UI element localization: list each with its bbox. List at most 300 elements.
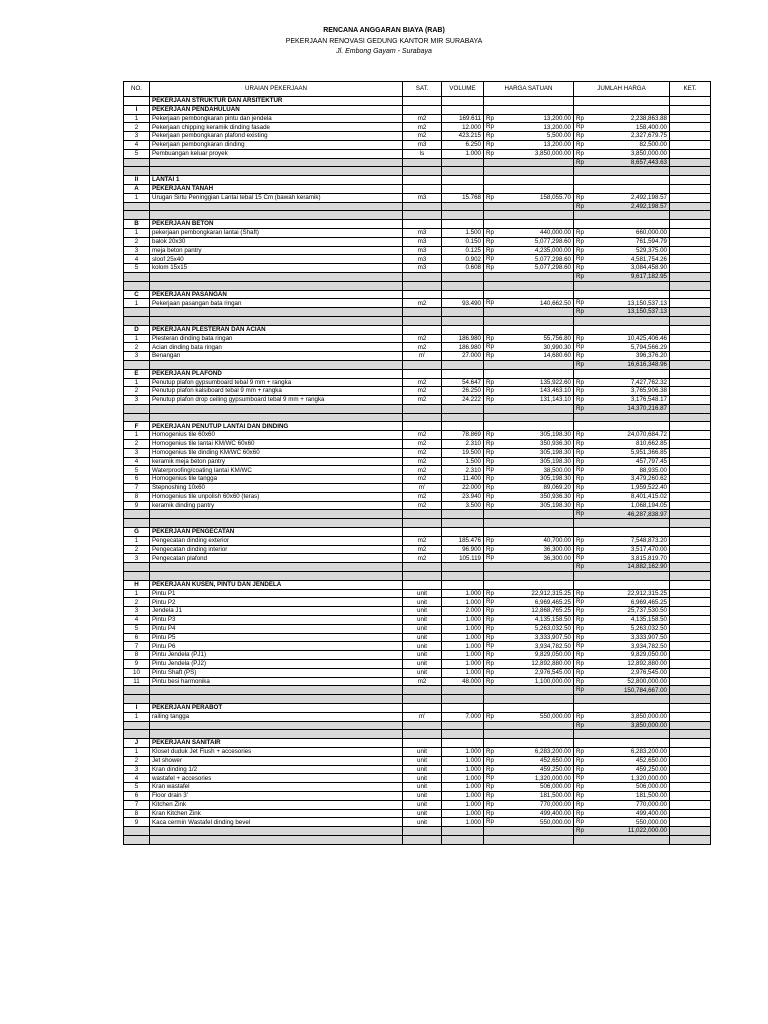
unit-price-cell-value: 305,198.30 [540, 431, 571, 439]
row-number [124, 510, 150, 519]
empty-cell [403, 730, 442, 739]
row-number: 3 [124, 607, 150, 616]
volume-cell: 12.000 [442, 123, 484, 132]
currency-label: Rp [576, 765, 584, 773]
total-price-cell-value: 499,400.00 [636, 809, 667, 817]
unit-price-cell [484, 369, 574, 378]
total-price-cell [574, 105, 670, 114]
unit-cell: m2 [403, 466, 442, 475]
total-price-cell-value: 506,000.00 [636, 783, 667, 791]
unit-price-cell [484, 580, 574, 589]
unit-price-cell [484, 545, 574, 554]
currency-label: Rp [576, 607, 584, 615]
volume-cell: 1.000 [442, 633, 484, 642]
total-price-cell [574, 440, 670, 449]
total-price-cell [574, 783, 670, 792]
unit-price-cell [484, 492, 574, 501]
total-price-cell [574, 703, 670, 712]
currency-label: Rp [486, 589, 494, 597]
volume-cell: 54.647 [442, 378, 484, 387]
volume-cell [442, 563, 484, 572]
currency-label: Rp [486, 554, 494, 562]
currency-label: Rp [576, 448, 584, 456]
unit-price-cell-value: 4,235,000.00 [534, 246, 571, 254]
volume-cell: 96.900 [442, 545, 484, 554]
volume-cell: 186.980 [442, 334, 484, 343]
remarks-cell [670, 308, 711, 317]
total-price-cell-value: 181,500.00 [636, 792, 667, 800]
total-price-cell-value: 24,070,684.72 [627, 431, 667, 439]
unit-cell: unit [403, 633, 442, 642]
row-number: 1 [124, 747, 150, 756]
unit-price-cell-value: 89,069.20 [543, 484, 571, 492]
work-description: railing tangga [150, 712, 403, 721]
spacer-row [124, 281, 711, 290]
empty-cell [484, 695, 574, 704]
total-price-cell [574, 589, 670, 598]
total-price-cell-value: 2,238,863.88 [630, 114, 667, 122]
empty-cell [574, 835, 670, 844]
total-price-cell-value: 7,427,762.32 [630, 378, 667, 386]
total-price-cell-value: 12,892,880.00 [627, 660, 667, 668]
empty-cell [124, 316, 150, 325]
work-description: Homogenius tile unpolish 60x60 (teras) [150, 492, 403, 501]
remarks-cell [670, 721, 711, 730]
table-row [124, 589, 711, 598]
currency-label: Rp [576, 404, 584, 412]
currency-label: Rp [576, 475, 584, 483]
col-header-no: NO. [124, 82, 150, 97]
row-number: 6 [124, 791, 150, 800]
unit-price-cell [484, 783, 574, 792]
currency-label: Rp [576, 396, 584, 404]
total-price-cell-value: 13,150,537.13 [627, 299, 667, 307]
empty-cell [484, 519, 574, 528]
row-number: B [124, 220, 150, 229]
unit-price-cell-value: 499,400.00 [540, 809, 571, 817]
unit-price-cell [484, 228, 574, 237]
total-price-cell-value: 1,068,194.05 [630, 501, 667, 509]
work-description [150, 158, 403, 167]
remarks-cell [670, 651, 711, 660]
row-number: 3 [124, 396, 150, 405]
volume-cell [442, 105, 484, 114]
work-description [150, 563, 403, 572]
empty-cell [403, 316, 442, 325]
row-number: 2 [124, 545, 150, 554]
unit-cell: m3 [403, 237, 442, 246]
table-row [124, 624, 711, 633]
row-number [124, 827, 150, 836]
empty-cell [124, 730, 150, 739]
total-price-cell-value: 810,662.85 [636, 440, 667, 448]
row-number: 5 [124, 783, 150, 792]
unit-cell: m2 [403, 492, 442, 501]
unit-cell: unit [403, 642, 442, 651]
total-price-cell [574, 536, 670, 545]
remarks-cell [670, 765, 711, 774]
section-row [124, 290, 711, 299]
work-description: keramik dinding pantry [150, 501, 403, 510]
total-price-cell [574, 712, 670, 721]
empty-cell [484, 316, 574, 325]
currency-label: Rp [486, 660, 494, 667]
currency-label: Rp [576, 563, 584, 571]
unit-cell: m2 [403, 545, 442, 554]
unit-price-cell-value: 5,263,032.50 [534, 625, 571, 632]
currency-label: Rp [486, 484, 494, 492]
empty-cell [574, 695, 670, 704]
remarks-cell [670, 677, 711, 686]
currency-label: Rp [576, 202, 584, 210]
row-number: 7 [124, 800, 150, 809]
work-description: Penutup plafon gypsumboard tebal 9 mm + rangka [150, 378, 403, 387]
remarks-cell [670, 132, 711, 141]
section-title: LANTAI 1 [150, 176, 403, 185]
currency-label: Rp [576, 299, 584, 307]
total-price-cell-value: 22,912,315.25 [627, 589, 667, 597]
col-header-unit-price: HARGA SATUAN [484, 82, 574, 97]
volume-cell: 0.902 [442, 255, 484, 264]
table-row [124, 246, 711, 255]
remarks-cell [670, 809, 711, 818]
remarks-cell [670, 378, 711, 387]
empty-cell [403, 413, 442, 422]
subtotal-cell-value: 13,150,537.13 [627, 308, 667, 316]
unit-price-cell [484, 800, 574, 809]
currency-label: Rp [486, 431, 494, 439]
volume-cell: 15.768 [442, 193, 484, 202]
table-row [124, 536, 711, 545]
unit-price-cell [484, 642, 574, 651]
volume-cell: 27.000 [442, 352, 484, 361]
unit-price-cell [484, 140, 574, 149]
remarks-cell [670, 255, 711, 264]
remarks-cell [670, 712, 711, 721]
currency-label: Rp [486, 774, 494, 782]
row-number: 9 [124, 660, 150, 669]
currency-label: Rp [576, 668, 584, 676]
unit-price-cell [484, 756, 574, 765]
remarks-cell [670, 501, 711, 510]
subtotal-cell [574, 721, 670, 730]
table-row [124, 545, 711, 554]
rab-table [123, 81, 711, 845]
unit-price-cell [484, 484, 574, 493]
empty-cell [574, 167, 670, 176]
unit-price-cell-value: 181,500.00 [540, 792, 571, 800]
work-description [150, 686, 403, 695]
total-price-cell-value: 770,000.00 [636, 800, 667, 808]
volume-cell [442, 721, 484, 730]
unit-cell: m3 [403, 246, 442, 255]
unit-price-cell [484, 220, 574, 229]
work-description: keramik meja beton pantry [150, 457, 403, 466]
total-price-cell [574, 492, 670, 501]
table-row [124, 237, 711, 246]
table-header-row [124, 82, 711, 97]
unit-cell [403, 158, 442, 167]
remarks-cell [670, 422, 711, 431]
work-description: kolom 15x15 [150, 264, 403, 273]
work-description: Pekerjaan pembongkaran dinding [150, 140, 403, 149]
work-description: Waterproofing/coating lantai KM/WC [150, 466, 403, 475]
remarks-cell [670, 343, 711, 352]
remarks-cell [670, 149, 711, 158]
remarks-cell [670, 528, 711, 537]
empty-cell [150, 413, 403, 422]
currency-label: Rp [486, 712, 494, 720]
unit-cell: m2 [403, 677, 442, 686]
total-price-cell [574, 184, 670, 193]
row-number: 2 [124, 756, 150, 765]
unit-price-cell-value: 459,250.00 [540, 765, 571, 773]
currency-label: Rp [576, 774, 584, 782]
empty-cell [150, 211, 403, 220]
total-price-cell [574, 580, 670, 589]
unit-cell: m2 [403, 431, 442, 440]
unit-cell [403, 721, 442, 730]
work-description: Floor drain 3' [150, 791, 403, 800]
row-number: 2 [124, 123, 150, 132]
unit-price-cell [484, 624, 574, 633]
total-price-cell [574, 554, 670, 563]
remarks-cell [670, 97, 711, 106]
empty-cell [670, 413, 711, 422]
unit-cell: m' [403, 484, 442, 493]
empty-cell [124, 281, 150, 290]
subtotal-cell-value: 16,616,348.96 [627, 361, 667, 369]
unit-price-cell [484, 237, 574, 246]
currency-label: Rp [486, 457, 494, 465]
remarks-cell [670, 660, 711, 669]
unit-price-cell-value: 13,200.00 [543, 141, 571, 149]
empty-cell [670, 281, 711, 290]
currency-label: Rp [486, 149, 494, 157]
total-price-cell [574, 668, 670, 677]
currency-label: Rp [486, 747, 494, 755]
remarks-cell [670, 299, 711, 308]
total-price-cell [574, 132, 670, 141]
remarks-cell [670, 756, 711, 765]
row-number [124, 686, 150, 695]
currency-label: Rp [486, 246, 494, 254]
volume-cell: 1.000 [442, 747, 484, 756]
total-price-cell-value: 3,333,907.50 [630, 633, 667, 641]
currency-label: Rp [576, 809, 584, 817]
table-row [124, 378, 711, 387]
unit-price-cell [484, 97, 574, 106]
remarks-cell [670, 387, 711, 396]
currency-label: Rp [576, 800, 584, 808]
unit-price-cell [484, 510, 574, 519]
row-number: H [124, 580, 150, 589]
total-price-cell [574, 255, 670, 264]
spacer-row [124, 730, 711, 739]
row-number: E [124, 369, 150, 378]
row-number: 3 [124, 132, 150, 141]
currency-label: Rp [576, 633, 584, 641]
remarks-cell [670, 114, 711, 123]
unit-price-cell [484, 563, 574, 572]
work-description [150, 360, 403, 369]
unit-price-cell [484, 721, 574, 730]
unit-cell: m2 [403, 334, 442, 343]
volume-cell: 1.000 [442, 598, 484, 607]
table-row [124, 818, 711, 827]
currency-label: Rp [486, 624, 494, 632]
table-row [124, 149, 711, 158]
currency-label: Rp [576, 818, 584, 826]
volume-cell: 2.000 [442, 607, 484, 616]
remarks-cell [670, 466, 711, 475]
total-price-cell-value: 529,375.00 [636, 246, 667, 254]
unit-cell: m2 [403, 396, 442, 405]
total-price-cell [574, 396, 670, 405]
empty-cell [403, 835, 442, 844]
empty-cell [150, 316, 403, 325]
col-header-total-price: JUMLAH HARGA [574, 82, 670, 97]
unit-price-cell-value: 350,936.30 [540, 440, 571, 448]
unit-cell: unit [403, 660, 442, 669]
subtotal-row [124, 686, 711, 695]
unit-cell [403, 686, 442, 695]
total-price-cell [574, 114, 670, 123]
currency-label: Rp [576, 378, 584, 386]
remarks-cell [670, 176, 711, 185]
total-price-cell [574, 651, 670, 660]
total-price-cell [574, 660, 670, 669]
remarks-cell [670, 484, 711, 493]
section-row [124, 528, 711, 537]
row-number: 4 [124, 457, 150, 466]
unit-price-cell-value: 30,990.30 [543, 343, 571, 351]
currency-label: Rp [486, 264, 494, 272]
currency-label: Rp [576, 660, 584, 667]
currency-label: Rp [486, 140, 494, 148]
remarks-cell [670, 563, 711, 572]
unit-price-cell-value: 506,000.00 [540, 783, 571, 791]
volume-cell: 1.000 [442, 774, 484, 783]
unit-cell: unit [403, 765, 442, 774]
total-price-cell-value: 10,425,406.46 [627, 334, 667, 342]
currency-label: Rp [576, 492, 584, 500]
document-title: RENCANA ANGGARAN BIAYA (RAB) [323, 27, 445, 34]
subtotal-cell [574, 202, 670, 211]
unit-price-cell-value: 4,135,158.50 [534, 616, 571, 624]
total-price-cell [574, 422, 670, 431]
section-title: PEKERJAAN PLESTERAN DAN ACIAN [150, 325, 403, 334]
section-row [124, 176, 711, 185]
unit-price-cell [484, 774, 574, 783]
volume-cell [442, 580, 484, 589]
currency-label: Rp [576, 616, 584, 624]
total-price-cell [574, 369, 670, 378]
row-number [124, 272, 150, 281]
row-number: 2 [124, 387, 150, 396]
unit-price-cell [484, 431, 574, 440]
section-title: PEKERJAAN TANAH [150, 184, 403, 193]
row-number: 1 [124, 193, 150, 202]
unit-cell: m2 [403, 343, 442, 352]
subtotal-cell [574, 272, 670, 281]
volume-cell: 0.608 [442, 264, 484, 273]
row-number: D [124, 325, 150, 334]
total-price-cell [574, 607, 670, 616]
total-price-cell [574, 545, 670, 554]
row-number: 3 [124, 246, 150, 255]
table-row [124, 783, 711, 792]
total-price-cell [574, 809, 670, 818]
empty-cell [150, 695, 403, 704]
unit-price-cell [484, 809, 574, 818]
col-header-unit: SAT. [403, 82, 442, 97]
col-header-description: URAIAN PEKERJAAN [150, 82, 403, 97]
currency-label: Rp [486, 475, 494, 483]
work-description: Pintu P4 [150, 624, 403, 633]
unit-price-cell [484, 457, 574, 466]
volume-cell: 1.000 [442, 149, 484, 158]
total-price-cell-value: 6,283,200.00 [630, 748, 667, 756]
unit-price-cell [484, 536, 574, 545]
row-number: 9 [124, 501, 150, 510]
unit-price-cell [484, 343, 574, 352]
work-description: Urugan Sirtu Peninggian Lantai tebal 15 Cm (bawah keramik) [150, 193, 403, 202]
total-price-cell [574, 246, 670, 255]
section-title: PEKERJAAN PLAFOND [150, 369, 403, 378]
volume-cell [442, 308, 484, 317]
unit-cell: m2 [403, 501, 442, 510]
row-number: 5 [124, 264, 150, 273]
work-description: Pintu Jendela (PJ2) [150, 660, 403, 669]
row-number: 7 [124, 484, 150, 493]
unit-price-cell-value: 1,100,000.00 [534, 677, 571, 685]
unit-price-cell-value: 38,500.00 [543, 466, 571, 474]
volume-cell [442, 510, 484, 519]
volume-cell [442, 686, 484, 695]
unit-cell: m2 [403, 132, 442, 141]
currency-label: Rp [486, 132, 494, 140]
work-description: Pengecatan dinding exterior [150, 536, 403, 545]
total-price-cell [574, 642, 670, 651]
total-price-cell [574, 140, 670, 149]
table-row [124, 352, 711, 361]
unit-price-cell-value: 135,922.60 [540, 378, 571, 386]
table-row [124, 299, 711, 308]
unit-cell: unit [403, 747, 442, 756]
row-number: 1 [124, 712, 150, 721]
table-row [124, 607, 711, 616]
table-row [124, 140, 711, 149]
unit-cell [403, 176, 442, 185]
work-description: Homogenius tile 60x60 [150, 431, 403, 440]
unit-cell: m2 [403, 299, 442, 308]
currency-label: Rp [486, 334, 494, 342]
volume-cell: 1.000 [442, 809, 484, 818]
volume-cell: 48.000 [442, 677, 484, 686]
remarks-cell [670, 264, 711, 273]
unit-cell: m3 [403, 228, 442, 237]
table-body [124, 97, 711, 845]
remarks-cell [670, 492, 711, 501]
spacer-row [124, 413, 711, 422]
unit-price-cell-value: 5,500.00 [546, 132, 571, 140]
unit-price-cell-value: 305,198.30 [540, 449, 571, 457]
volume-cell [442, 184, 484, 193]
empty-cell [124, 211, 150, 220]
currency-label: Rp [486, 598, 494, 606]
unit-price-cell-value: 12,892,880.00 [531, 660, 571, 668]
